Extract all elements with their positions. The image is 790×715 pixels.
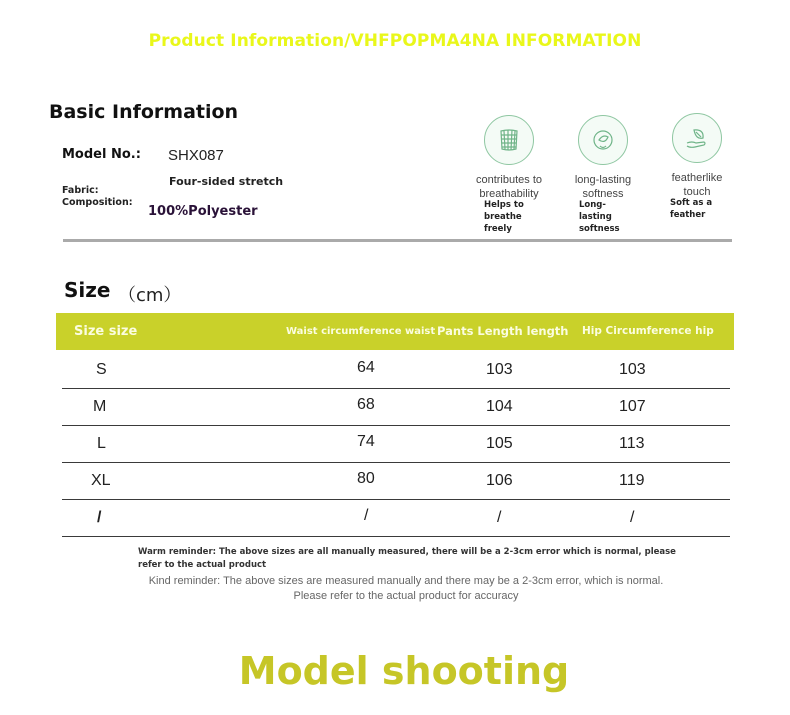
table-row	[62, 351, 730, 389]
cell-size: S	[96, 361, 107, 378]
cell-size: M	[93, 398, 107, 415]
cell-waist: 74	[357, 433, 375, 450]
table-row	[62, 425, 730, 463]
feature-name: contributes to breathability	[475, 174, 543, 200]
model-number-label: Model No.:	[62, 147, 141, 162]
feature-description: Helps to breathe freely	[484, 200, 524, 234]
cell-pants-length: 103	[486, 361, 513, 378]
table-row	[62, 499, 730, 537]
feature-touch	[652, 113, 742, 220]
feature-name: featherlike touch	[671, 172, 723, 198]
cell-pants-length: 104	[486, 398, 513, 415]
model-number-value: SHX087	[168, 147, 224, 164]
header-waist: Waist circumference waist	[286, 326, 436, 337]
cell-hip: 103	[619, 361, 646, 378]
size-table-header	[56, 313, 734, 350]
cell-size: L	[97, 435, 106, 452]
cell-hip: /	[630, 509, 635, 526]
feature-name: long-lasting softness	[574, 174, 632, 200]
cell-pants-length: 105	[486, 435, 513, 452]
cell-size: /	[97, 509, 102, 526]
composition-label: Composition:	[62, 197, 133, 208]
size-unit: （cm）	[118, 285, 182, 306]
feature-description: Soft as a feather	[670, 198, 713, 220]
fabric-label: Fabric:	[62, 185, 99, 196]
size-title: Size	[64, 278, 111, 302]
composition-value: 100%Polyester	[148, 204, 258, 219]
cell-hip: 107	[619, 398, 646, 415]
basic-information-title: Basic Information	[49, 101, 239, 123]
header-hip: Hip Circumference hip	[582, 325, 714, 337]
cell-hip: 113	[619, 435, 645, 452]
cell-waist: /	[364, 507, 369, 524]
hand-feather-icon	[672, 113, 722, 163]
cell-waist: 80	[357, 470, 375, 487]
kind-reminder: Kind reminder: The above sizes are measured manually and there may be a 2-3cm error, which is normal. Please refer to the actual product for accuracy	[148, 575, 664, 602]
cell-hip: 119	[619, 472, 645, 489]
header-pants-length: Pants Length length	[437, 324, 569, 338]
fabric-mesh-icon	[484, 115, 534, 165]
cell-waist: 68	[357, 396, 375, 413]
feature-softness	[558, 115, 648, 234]
section-divider	[63, 239, 732, 242]
warm-reminder: Warm reminder: The above sizes are all manually measured, there will be a 2-3cm error which is normal, please refer to the actual product	[138, 547, 676, 570]
feature-description: Long- lasting softness	[579, 200, 620, 234]
cell-size: XL	[91, 472, 111, 489]
cell-pants-length: 106	[486, 472, 513, 489]
feature-breathability	[464, 115, 554, 234]
banner-title: Product Information/VHFPOPMA4NA INFORMATION	[148, 31, 642, 51]
cell-waist: 64	[357, 359, 375, 376]
cell-pants-length: /	[497, 509, 502, 526]
table-row	[62, 462, 730, 500]
table-row	[62, 388, 730, 426]
model-shooting-heading: Model shooting	[238, 649, 570, 693]
header-size: Size size	[74, 324, 138, 339]
fabric-value: Four-sided stretch	[169, 175, 284, 188]
shield-leaf-icon	[578, 115, 628, 165]
